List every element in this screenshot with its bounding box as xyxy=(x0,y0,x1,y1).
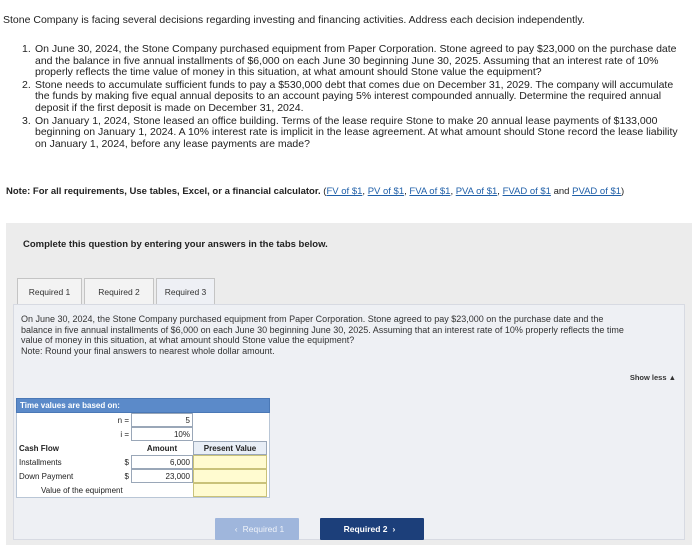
requirement-item-1 xyxy=(22,44,687,79)
n-row xyxy=(17,413,269,427)
requirement-text: Stone needs to accumulate sufficient funds to pay a $530,000 debt that comes due on December 31, 2029. The company will accumulate the funds by making five equal annual deposits to an account paying 5% interest compounded annually. Determine the required annual deposit if the first deposit is made on December 31, 2024. xyxy=(35,78,674,114)
show-less-toggle[interactable]: Show less ▲ xyxy=(629,373,676,382)
requirement-number: 2. xyxy=(22,78,31,91)
time-value-worksheet xyxy=(16,398,270,498)
installments-row xyxy=(17,455,269,469)
link-fvad-of-1[interactable]: FVAD of $1 xyxy=(502,186,551,197)
i-label: i = xyxy=(120,429,129,439)
worksheet-body xyxy=(16,413,270,498)
next-button-label: Required 2 xyxy=(343,524,388,534)
question-text xyxy=(21,314,626,356)
tab-required-2[interactable]: Required 2 xyxy=(84,278,154,304)
link-pvad-of-1[interactable]: PVAD of $1 xyxy=(572,186,622,197)
requirement-item-3 xyxy=(22,116,687,151)
note-and: and xyxy=(553,186,570,197)
answer-panel xyxy=(6,223,692,545)
currency-sign: $ xyxy=(124,457,129,467)
equipment-value-input[interactable] xyxy=(193,483,267,497)
down-payment-pv-input[interactable] xyxy=(193,469,267,483)
amount-header: Amount xyxy=(146,443,178,453)
requirement-tabs xyxy=(17,278,217,304)
requirement-text: On June 30, 2024, the Stone Company purchased equipment from Paper Corporation. Stone agreed to pay $23,000 on the purchase date and the balance in five annual installments of $6,000 on each June 30 beginning June 30, 2025. Assuming that an interest rate of 10% properly reflects the time value of money in this situation, at what amount should Stone value the equipment? xyxy=(35,43,677,79)
requirement-number: 3. xyxy=(22,114,31,127)
requirements-list xyxy=(22,44,687,151)
down-payment-amount[interactable]: 23,000 xyxy=(131,469,193,483)
previous-requirement-button[interactable] xyxy=(215,518,299,540)
next-requirement-button[interactable] xyxy=(320,518,424,540)
present-value-header: Present Value xyxy=(193,441,267,455)
n-input[interactable]: 5 xyxy=(131,413,193,427)
i-row xyxy=(17,427,269,441)
intro-text: Stone Company is facing several decisions regarding investing and financing activities. Address each decision independently. xyxy=(3,14,585,26)
column-header-row xyxy=(17,441,269,455)
currency-sign: $ xyxy=(124,471,129,481)
panel-heading: Complete this question by entering your answers in the tabs below. xyxy=(23,239,328,250)
question-note: Note: Round your final answers to nearest whole dollar amount. xyxy=(21,345,275,356)
requirement-text: On January 1, 2024, Stone leased an office building. Terms of the lease require Stone to make 20 annual lease payments of $133,000 beginning on January 1, 2024. A 10% interest rate is implicit in the lease agreement. At what amount should Stone record the lease liability on January 1, 2024, before any lease payments are made? xyxy=(35,114,678,150)
requirement-number: 1. xyxy=(22,43,31,55)
link-pva-of-1[interactable]: PVA of $1 xyxy=(455,186,498,197)
question-body: On June 30, 2024, the Stone Company purchased equipment from Paper Corporation. Stone agreed to pay $23,000 on the purchase date and the balance in five annual installments of $6,000 on each June 30 beginning June 30, 2025. Assuming that an interest rate of 10% properly reflects the time value of money in this situation, at what amount should Stone value the equipment? xyxy=(21,314,624,345)
previous-button-label: Required 1 xyxy=(242,524,285,534)
requirement-item-2 xyxy=(22,80,687,115)
installments-pv-input[interactable] xyxy=(193,455,267,469)
total-row xyxy=(17,483,269,497)
cash-flow-header: Cash Flow xyxy=(19,443,60,453)
link-fva-of-1[interactable]: FVA of $1 xyxy=(409,186,451,197)
tab-content xyxy=(13,304,685,540)
tab-required-3[interactable]: Required 3 xyxy=(156,278,215,304)
installments-amount[interactable]: 6,000 xyxy=(131,455,193,469)
tab-required-1[interactable]: Required 1 xyxy=(17,278,82,304)
link-fv-of-1[interactable]: FV of $1 xyxy=(326,186,363,197)
down-payment-label: Down Payment xyxy=(19,471,74,481)
chevron-left-icon: ‹ xyxy=(234,524,238,534)
i-input[interactable]: 10% xyxy=(131,427,193,441)
tables-note: Note: For all requirements, Use tables, Excel, or a financial calculator. (FV of $1, PV of $1, FVA of $1, PVA of $1, FVAD of $1 and PVAD of $1) xyxy=(6,186,625,197)
worksheet-header: Time values are based on: xyxy=(16,398,270,413)
down-payment-row xyxy=(17,469,269,483)
chevron-right-icon: › xyxy=(392,524,396,534)
installments-label: Installments xyxy=(19,457,62,467)
total-label: Value of the equipment xyxy=(41,485,123,495)
note-bold-text: Note: For all requirements, Use tables, Excel, or a financial calculator. xyxy=(6,186,321,197)
n-label: n = xyxy=(117,415,129,425)
link-pv-of-1[interactable]: PV of $1 xyxy=(367,186,405,197)
